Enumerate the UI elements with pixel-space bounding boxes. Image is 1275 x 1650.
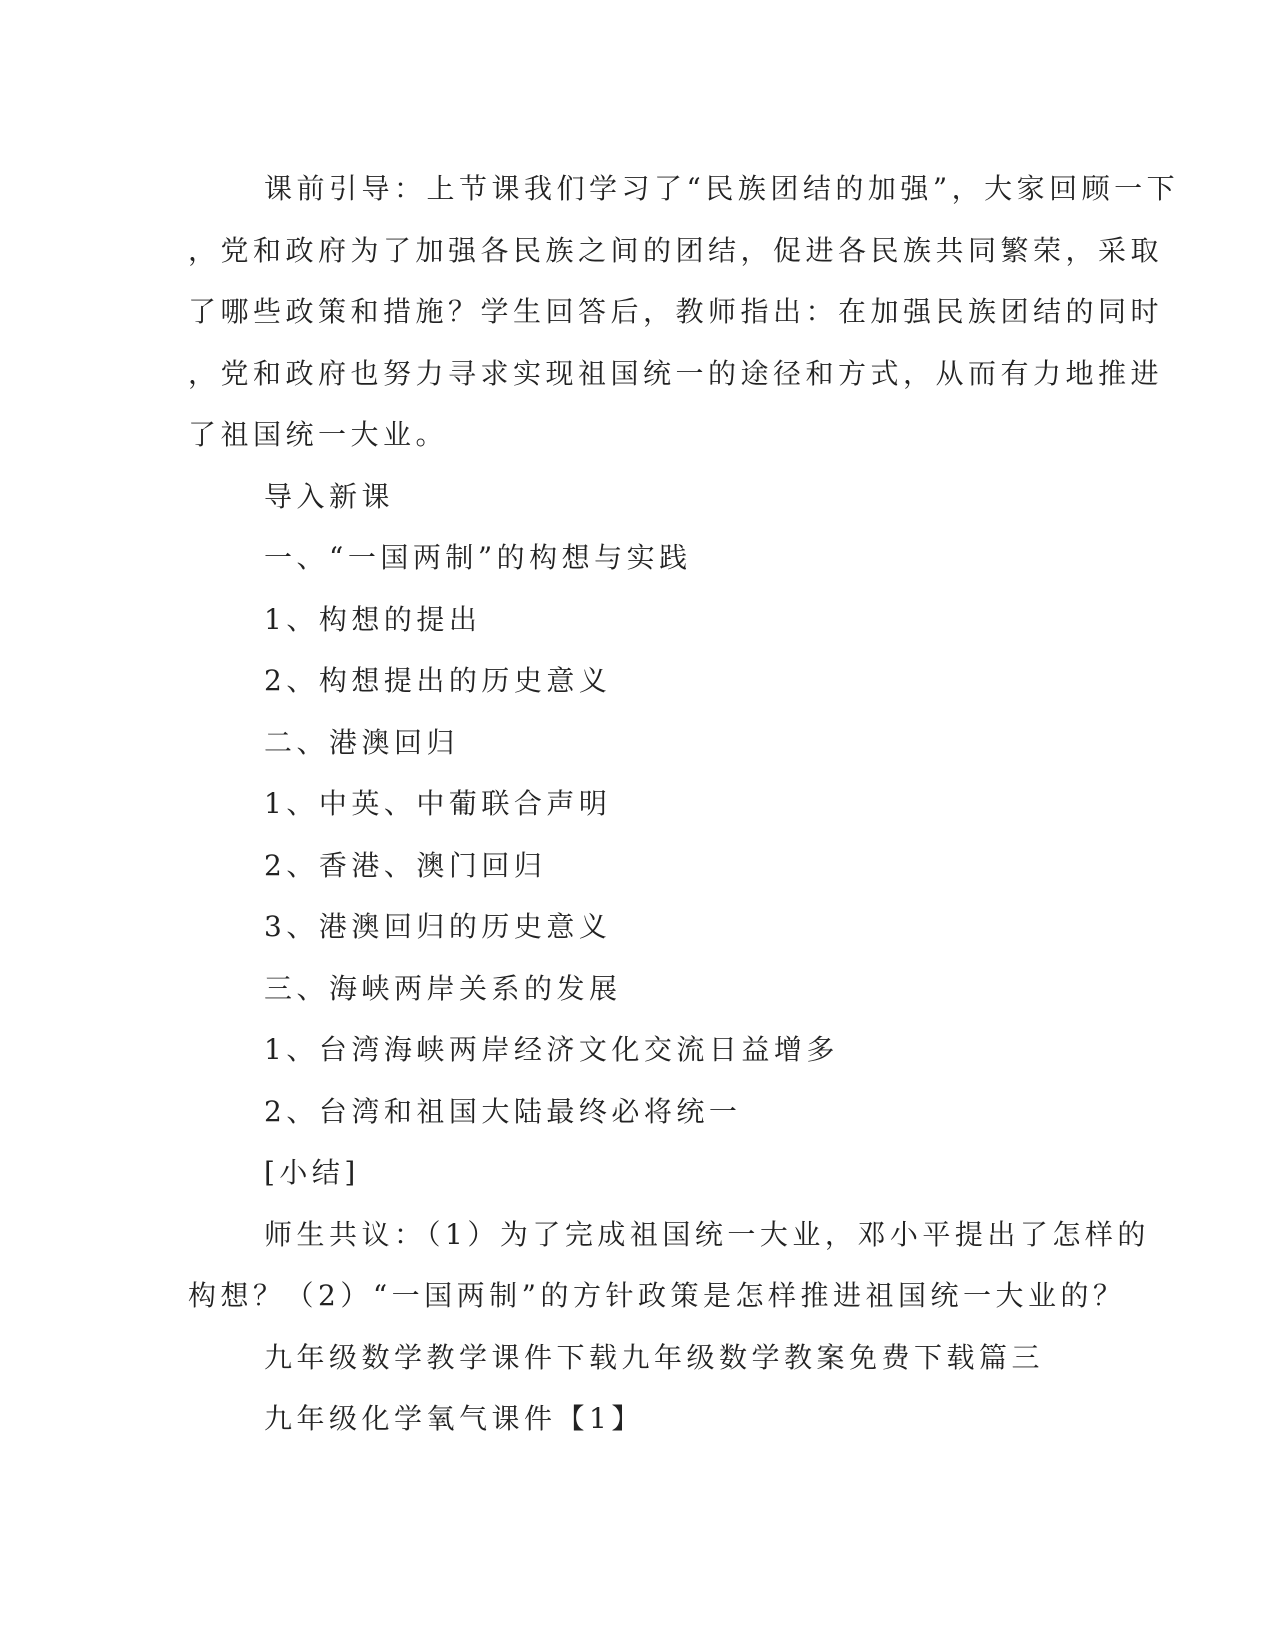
summary-heading: [小结] [264, 1156, 360, 1189]
summary-line-2: 构想？（2）“一国两制”的方针政策是怎样推进祖国统一大业的？ [188, 1279, 1126, 1312]
paragraph-intro-line-2: ，党和政府为了加强各民族之间的团结，促进各民族共同繁荣，采取 [188, 233, 1164, 267]
outline-item-2-1: 1、中英、中葡联合声明 [264, 787, 612, 820]
outline-item-2-2: 2、香港、澳门回归 [264, 848, 547, 882]
outline-item-2-3: 3、港澳回归的历史意义 [264, 910, 612, 943]
paragraph-intro-line-4: ，党和政府也努力寻求实现祖国统一的途径和方式，从而有力地推进 [188, 356, 1164, 390]
paragraph-intro-line-5: 了祖国统一大业。 [188, 418, 449, 451]
outline-item-3: 三、海峡两岸关系的发展 [264, 971, 622, 1005]
outline-item-1-1: 1、构想的提出 [264, 602, 482, 636]
outline-item-1: 一、“一国两制”的构想与实践 [264, 541, 692, 574]
section-heading-new-lesson: 导入新课 [264, 479, 395, 513]
subsection-title-line: 九年级化学氧气课件【1】 [264, 1402, 644, 1435]
paragraph-intro-line-3: 了哪些政策和措施？学生回答后，教师指出：在加强民族团结的同时 [188, 295, 1164, 328]
outline-item-2: 二、港澳回归 [264, 725, 460, 759]
summary-line-1: 师生共议：（1）为了完成祖国统一大业，邓小平提出了怎样的 [264, 1217, 1150, 1251]
outline-item-3-2: 2、台湾和祖国大陆最终必将统一 [264, 1094, 742, 1128]
article-title-line: 九年级数学教学课件下载九年级数学教案免费下载篇三 [264, 1340, 1045, 1374]
document-body [188, 158, 1180, 1450]
outline-item-1-2: 2、构想提出的历史意义 [264, 664, 612, 697]
paragraph-intro-line-1: 课前引导：上节课我们学习了“民族团结的加强”，大家回顾一下 [264, 172, 1180, 205]
outline-item-3-1: 1、台湾海峡两岸经济文化交流日益增多 [264, 1033, 839, 1066]
